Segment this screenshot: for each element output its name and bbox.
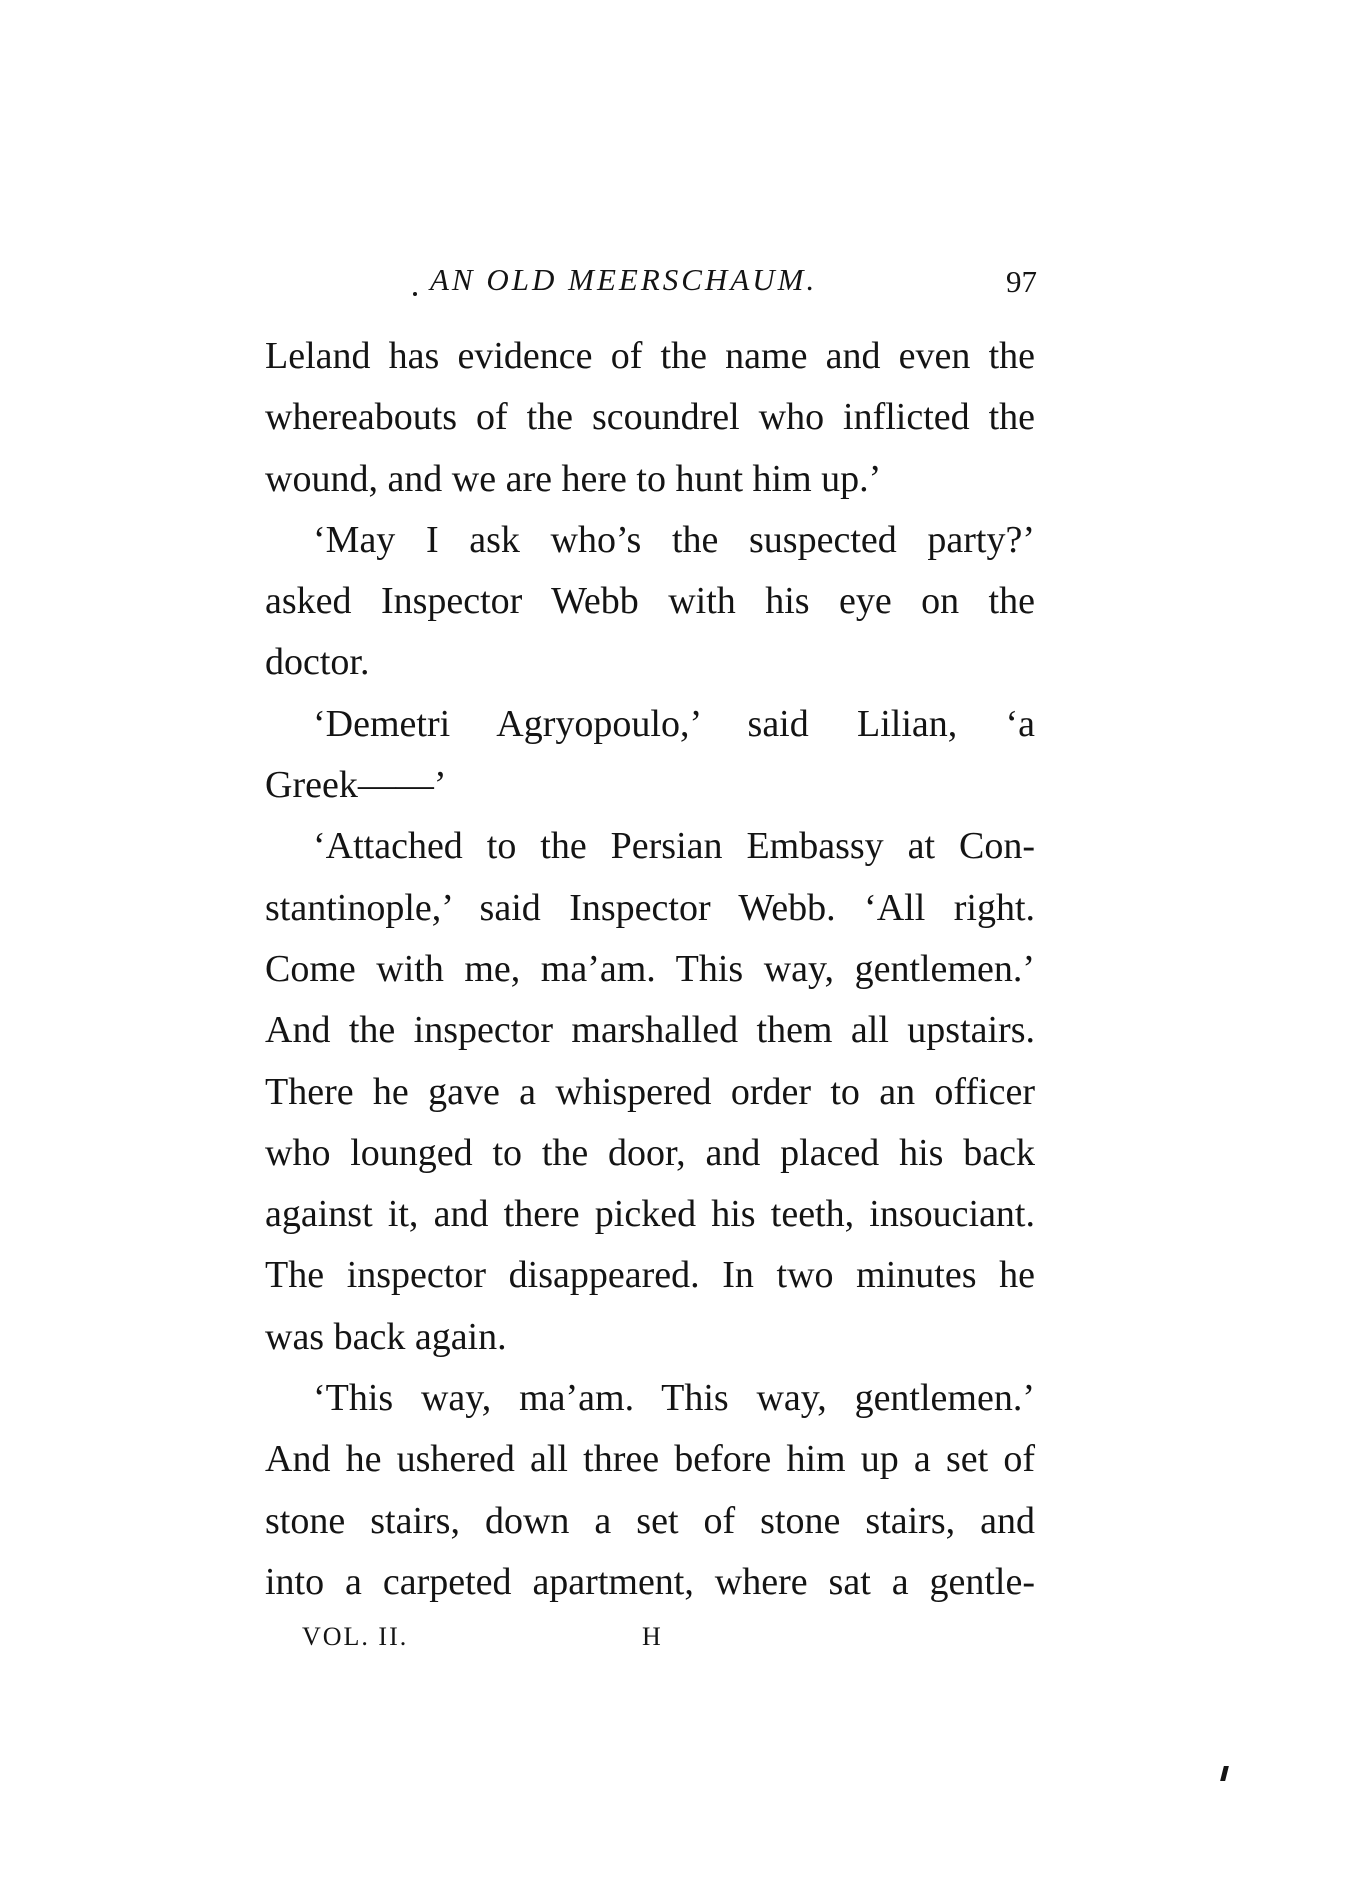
running-title: AN OLD MEERSCHAUM. <box>430 262 818 297</box>
signature-mark: H <box>642 1622 663 1651</box>
text-line: ‘This way, ma’am. This way, gentlemen.’ <box>313 1377 1035 1420</box>
text-line: wound, and we are here to hunt him up.’ <box>265 457 882 500</box>
stray-dot <box>413 292 417 296</box>
text-line: stone stairs, down a set of stone stairs, and <box>265 1499 1035 1542</box>
text-line: ‘Attached to the Persian Embassy at Con- <box>313 825 1035 868</box>
body-text <box>265 326 1035 1613</box>
running-head <box>265 262 1041 310</box>
ink-speck <box>1220 1766 1229 1781</box>
text-line: whereabouts of the scoundrel who inflicted the <box>265 396 1035 439</box>
text-line: The inspector disappeared. In two minutes he <box>265 1254 1035 1297</box>
text-line: Leland has evidence of the name and even the <box>265 335 1035 377</box>
page-number: 97 <box>1006 264 1037 299</box>
text-line: who lounged to the door, and placed his back <box>265 1131 1035 1174</box>
text-line: doctor. <box>265 641 370 684</box>
volume-label: VOL. II. <box>302 1622 409 1651</box>
text-line: was back again. <box>265 1315 507 1358</box>
text-line: And the inspector marshalled them all upstairs. <box>265 1009 1035 1052</box>
text-line: asked Inspector Webb with his eye on the <box>265 580 1035 623</box>
text-line: There he gave a whispered order to an officer <box>265 1070 1035 1113</box>
text-line: Come with me, ma’am. This way, gentlemen.’ <box>265 947 1035 990</box>
text-line: And he ushered all three before him up a set of <box>265 1438 1035 1481</box>
text-line: ‘May I ask who’s the suspected party?’ <box>313 518 1035 561</box>
signature-line <box>302 1622 662 1662</box>
text-line: Greek——’ <box>265 764 447 807</box>
text-line: against it, and there picked his teeth, insouciant. <box>265 1193 1035 1236</box>
text-line: into a carpeted apartment, where sat a gentle- <box>265 1560 1035 1603</box>
text-line: ‘Demetri Agryopoulo,’ said Lilian, ‘a <box>313 702 1035 745</box>
text-line: stantinople,’ said Inspector Webb. ‘All right. <box>265 886 1035 929</box>
